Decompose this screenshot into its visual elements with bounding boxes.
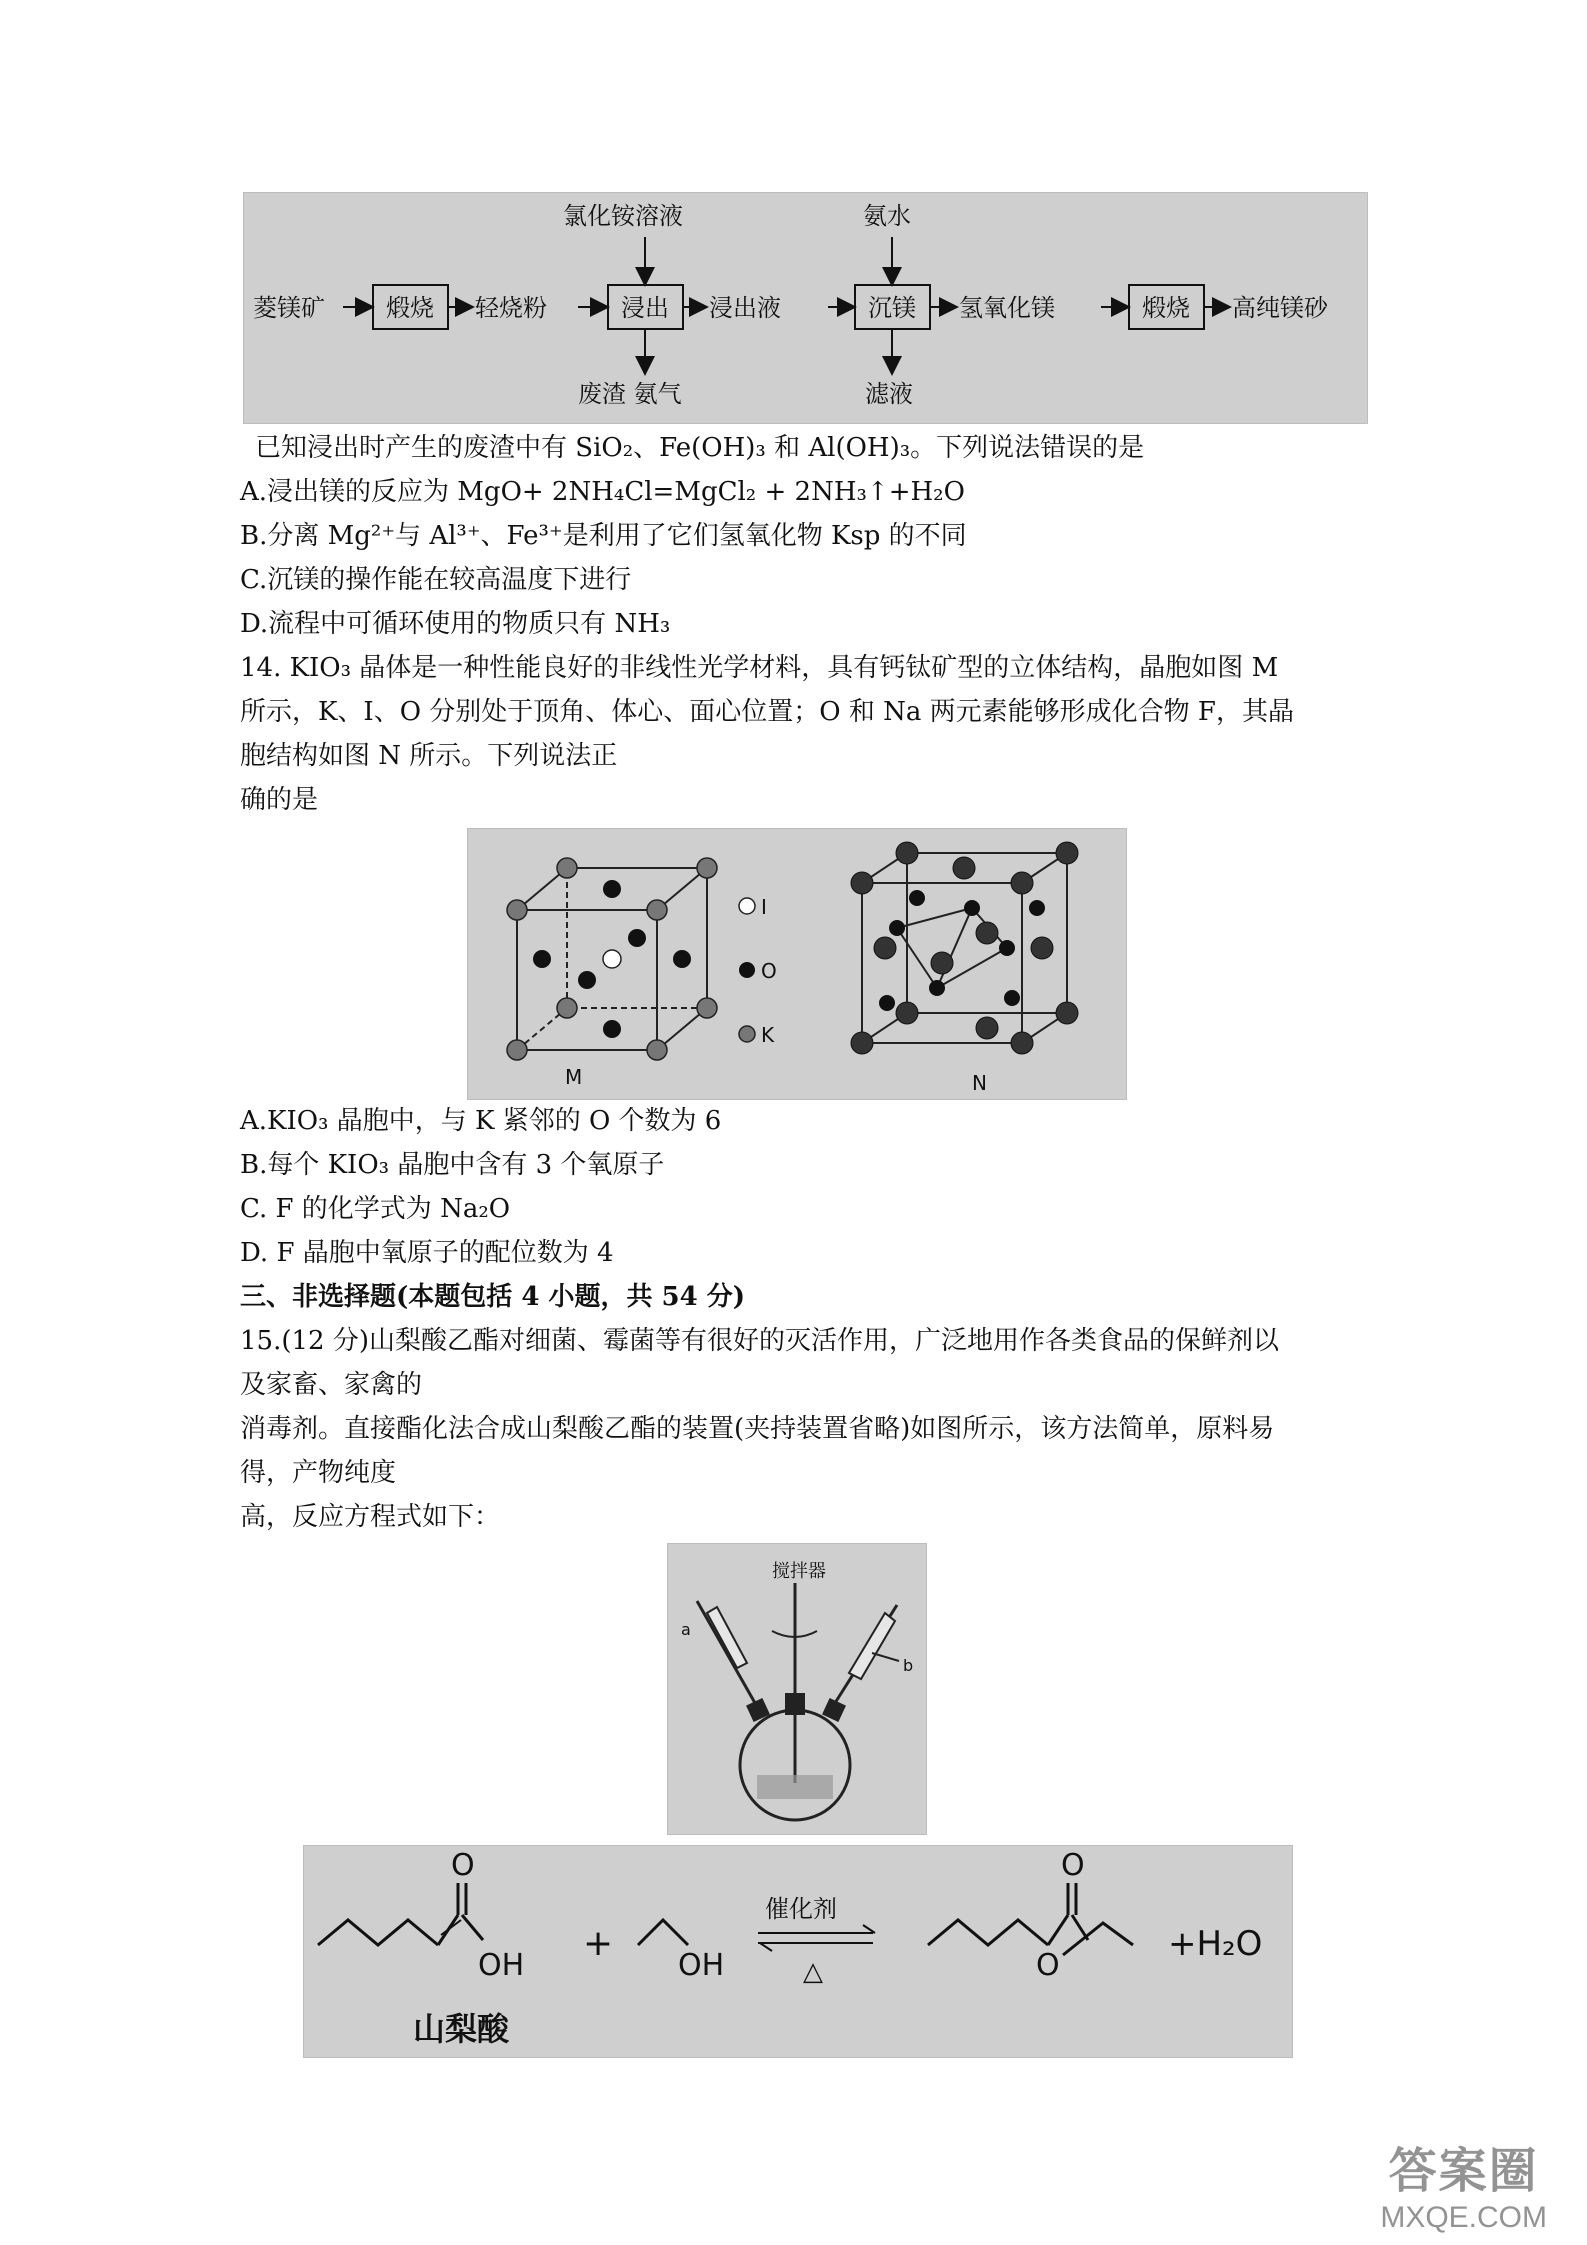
acid-carbonyl-o: O — [451, 1848, 475, 1883]
reaction-figure — [303, 1845, 1293, 2058]
water-product: +H₂O — [1168, 1924, 1263, 1964]
q14-option-b: B.每个 KIO₃ 晶胞中含有 3 个氧原子 — [240, 1150, 665, 1180]
label-b: b — [903, 1656, 914, 1675]
watermark-logo: 答案圈 — [1388, 2145, 1539, 2198]
sorbic-acid-name: 山梨酸 — [413, 2010, 510, 2048]
crystal-svg — [467, 828, 1127, 1100]
q14-option-c: C. F 的化学式为 Na₂O — [240, 1194, 511, 1224]
flow-byproduct2: 废渣 氨气 — [578, 380, 682, 408]
q15-line-4: 得，产物纯度 — [240, 1458, 397, 1488]
label-m: M — [565, 1065, 583, 1089]
watermark — [1380, 2132, 1547, 2235]
flowchart-svg — [243, 192, 1368, 424]
flow-final: 高纯镁砂 — [1232, 294, 1328, 322]
q14-stem-1: 14. KIO₃ 晶体是一种性能良好的非线性光学材料，具有钙钛矿型的立体结构，晶胞如图 M — [240, 653, 1279, 683]
catalyst-label: 催化剂 — [765, 1895, 837, 1923]
flow-step2: 浸出 — [621, 294, 669, 322]
label-a: a — [681, 1620, 691, 1639]
q15-line-2: 及家畜、家禽的 — [240, 1370, 423, 1400]
flow-reagent1: 氯化铵溶液 — [563, 202, 683, 230]
flow-byproduct3: 滤液 — [865, 380, 913, 408]
flow-start: 菱镁矿 — [253, 294, 325, 322]
q13-option-d: D.流程中可循环使用的物质只有 NH₃ — [240, 609, 671, 639]
section-3-title: 三、非选择题(本题包括 4 小题，共 54 分) — [240, 1282, 746, 1312]
legend-k: K — [761, 1023, 775, 1047]
q13-option-b: B.分离 Mg²⁺与 Al³⁺、Fe³⁺是利用了它们氢氧化物 Ksp 的不同 — [240, 521, 967, 551]
flow-product1: 轻烧粉 — [475, 294, 547, 322]
q14-stem-2: 所示，K、I、O 分别处于顶角、体心、面心位置；O 和 Na 两元素能够形成化合物 F，其晶 — [240, 697, 1294, 727]
q14-option-a: A.KIO₃ 晶胞中，与 K 紧邻的 O 个数为 6 — [240, 1106, 722, 1136]
watermark-site: MXQE.COM — [1380, 2201, 1547, 2234]
label-n: N — [972, 1071, 987, 1095]
flow-product2: 浸出液 — [709, 294, 781, 322]
flow-step3: 沉镁 — [868, 294, 916, 322]
q15-line-5: 高，反应方程式如下： — [240, 1502, 501, 1532]
ethanol-oh: OH — [678, 1948, 725, 1983]
plus-sign: + — [583, 1923, 614, 1964]
q13-option-c: C.沉镁的操作能在较高温度下进行 — [240, 565, 632, 595]
acid-oh: OH — [478, 1948, 525, 1983]
apparatus-svg — [667, 1543, 927, 1835]
flowchart-figure — [243, 192, 1368, 424]
flow-step1: 煅烧 — [386, 294, 434, 322]
legend-i: I — [761, 895, 767, 919]
crystal-figure — [467, 828, 1127, 1100]
q15-line-1: 15.(12 分)山梨酸乙酯对细菌、霉菌等有很好的灭活作用，广泛地用作各类食品的保鲜剂以 — [240, 1326, 1279, 1356]
q13-stem: 已知浸出时产生的废渣中有 SiO₂、Fe(OH)₃ 和 Al(OH)₃。下列说法错误的是 — [255, 433, 1145, 463]
stirrer-label: 搅拌器 — [772, 1561, 826, 1582]
heat-symbol: △ — [803, 1957, 823, 1987]
q14-stem-3: 胞结构如图 N 所示。下列说法正 — [240, 741, 618, 771]
flow-reagent2: 氨水 — [863, 202, 911, 230]
ester-o: O — [1036, 1948, 1060, 1983]
q14-option-d: D. F 晶胞中氧原子的配位数为 4 — [240, 1238, 614, 1268]
reaction-svg — [303, 1845, 1293, 2058]
legend-o: O — [761, 959, 777, 983]
apparatus-figure — [667, 1543, 927, 1835]
q13-option-a: A.浸出镁的反应为 MgO+ 2NH₄Cl=MgCl₂ + 2NH₃↑+H₂O — [240, 477, 965, 507]
ester-carbonyl-o: O — [1061, 1848, 1085, 1883]
q14-stem-4: 确的是 — [240, 785, 319, 815]
flow-product3: 氢氧化镁 — [959, 294, 1055, 322]
q15-line-3: 消毒剂。直接酯化法合成山梨酸乙酯的装置(夹持装置省略)如图所示，该方法简单，原料易 — [240, 1414, 1275, 1444]
flow-step4: 煅烧 — [1142, 294, 1190, 322]
